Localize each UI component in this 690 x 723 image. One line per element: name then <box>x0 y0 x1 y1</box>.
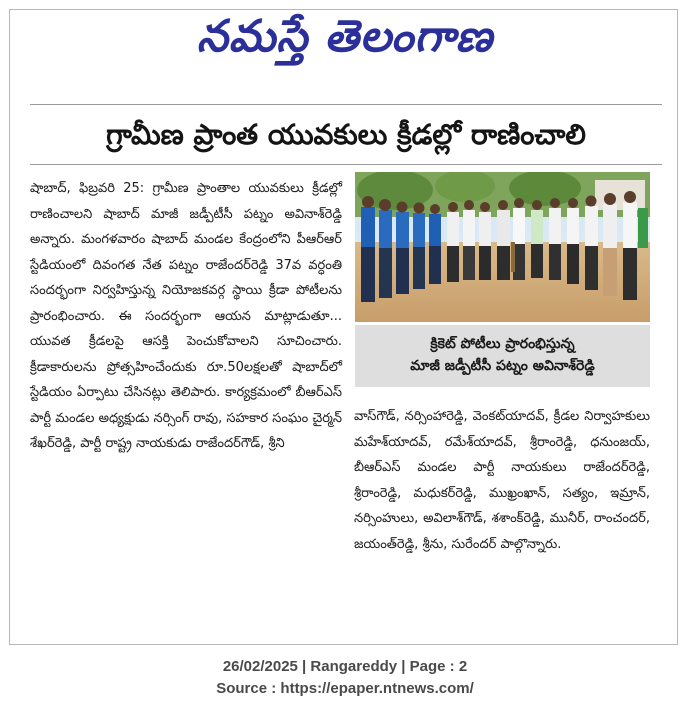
newspaper-masthead: నమస్తే తెలంగాణ <box>196 11 494 62</box>
footer-source-line <box>0 678 690 700</box>
headline-bottom-rule <box>30 164 662 165</box>
article-body-right-column: వాస్‌గౌడ్, నర్సింహారెడ్డి, వెంకట్‌యాదవ్, క్రీడల నిర్వాహకులు మహేశ్‌యాదవ్, రమేశ్‌యాదవ్, శ్రీరాంరెడ్డి, ధనుంజయ్, బీఆర్ఎస్ మండల పార్టీ నాయకులు రాజేందర్‌రెడ్డి, శ్రీరాంరెడ్డి, మధుకర్‌రెడ్డి, ముఖ్రంఖాన్, సత్యం, ఇమ్రాన్, నర్సింహులు, అవిలాశ్‌గౌడ్, శశాంక్‌రెడ్డి, మునీర్, రాంచందర్, జయంత్‌రెడ్డి, శ్రీను, సురేందర్ పాల్గొన్నారు. <box>354 409 650 552</box>
headline-top-rule <box>30 104 662 105</box>
footer-date-page-line: 26/02/2025 | Rangareddy | Page : 2 <box>222 658 468 675</box>
cricket-event-photo <box>355 172 650 322</box>
photo-caption <box>355 325 650 387</box>
cricket-bat <box>511 242 515 272</box>
footer-source-label: Source : <box>216 680 281 697</box>
caption-line-2: మాజీ జడ్పీటీసీ పట్నం అవినాశ్‌రెడ్డి <box>410 358 595 374</box>
source-url-link[interactable]: https://epaper.ntnews.com/ <box>280 680 474 697</box>
caption-line-1: క్రికెట్ పోటీలు ప్రారంభిస్తున్న <box>430 336 575 352</box>
article-body-left-column: షాబాద్, ఫిబ్రవరి 25: గ్రామీణ ప్రాంతాల యువకులు క్రీడల్లో రాణించాలని షాబాద్ మాజీ జడ్పీటీసీ పట్నం అవినాశ్‌రెడ్డి అన్నారు. మంగళవారం షాబాద్ మండల కేంద్రంలోని పీఆర్ఆర్ స్టేడియంలో దివంగత నేత పట్నం రాజేందర్‌రెడ్డి 37వ వర్ధంతి సందర్భంగా నిర్వహిస్తున్న నియోజకవర్గ స్థాయి క్రీడా పోటీలను ప్రారంభించారు. ఈ సందర్భంగా ఆయన మాట్లాడుతూ... యువత క్రీడలపై ఆసక్తి పెంచుకోవాలని సూచించారు. క్రీడాకారులను ప్రోత్సహించేందుకు రూ.50లక్షలతో షాబాద్‌లో స్టేడియం ఏర్పాటు చేసినట్లు తెలిపారు. కార్యక్రమంలో బీఆర్ఎస్ పార్టీ మండల అధ్యక్షుడు నర్సింగ్ రావు, సహకార సంఘం చైర్మన్ శేఖర్‌రెడ్డి, పార్టీ రాష్ట్ర నాయకుడు రాజేందర్‌గౌడ్, శ్రీని <box>30 181 342 451</box>
footer <box>0 656 690 700</box>
article-headline: గ్రామీణ ప్రాంత యువకులు క్రీడల్లో రాణించాలి <box>106 118 586 151</box>
article-photo <box>355 172 650 322</box>
